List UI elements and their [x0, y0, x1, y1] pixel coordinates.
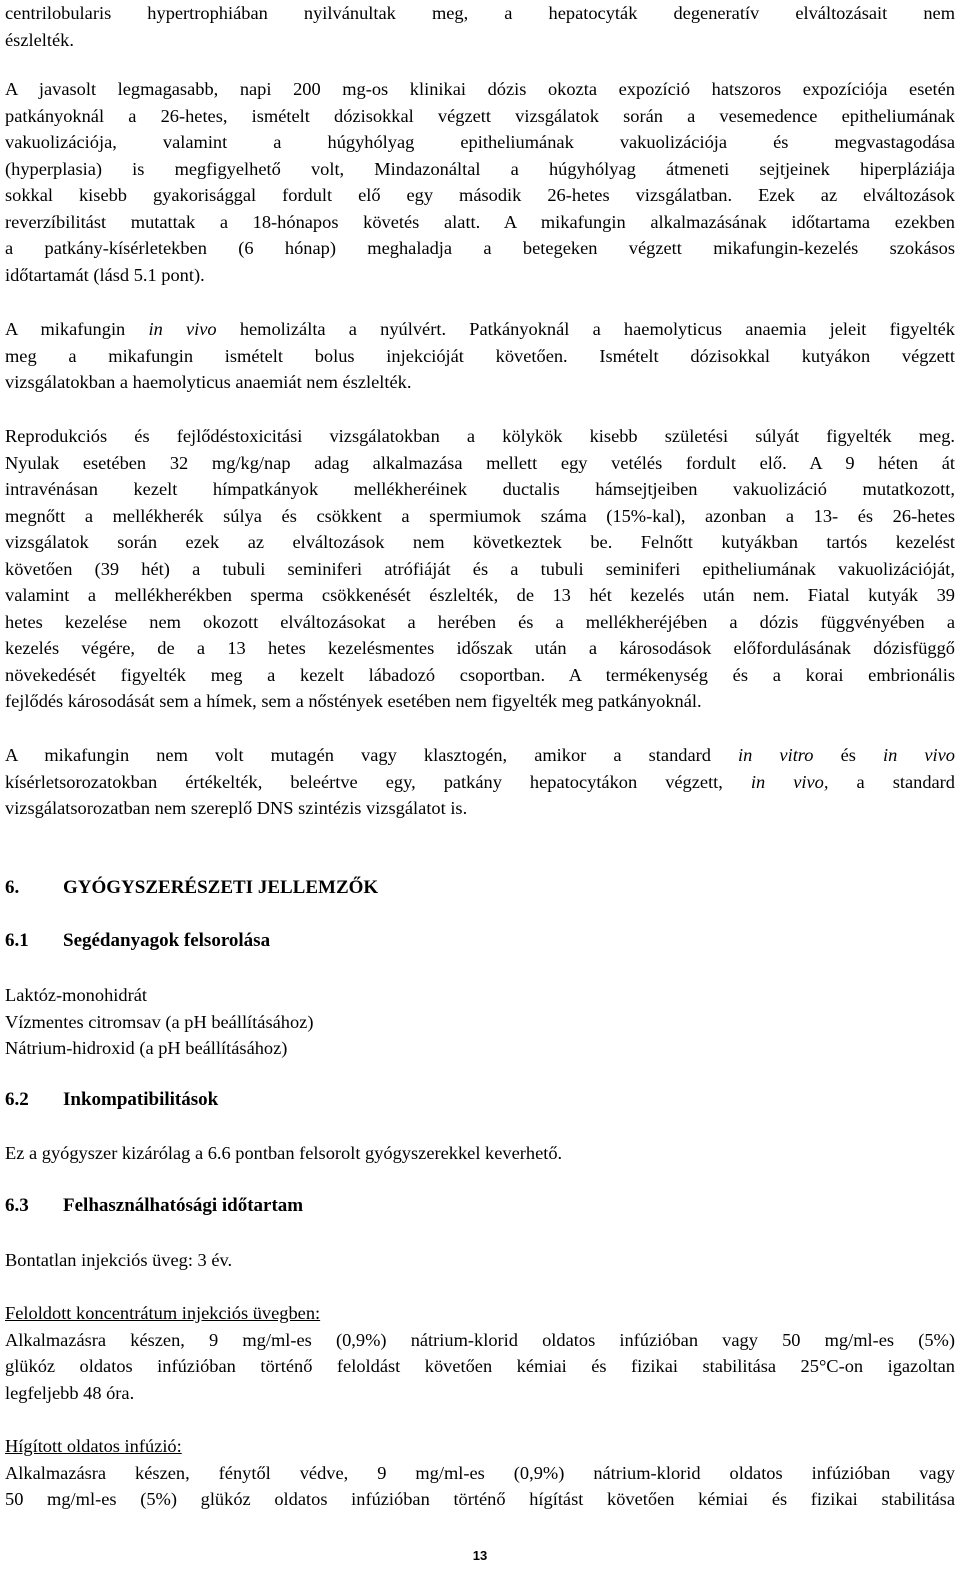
diluted-section: [5, 1433, 955, 1513]
list-item: Vízmentes citromsav (a pH beállításához): [5, 1011, 314, 1032]
section-heading-6: [5, 875, 378, 901]
text-line: glükóz oldatos infúzióban történő feloldást követően kémiai és fizikai stabilitása 25°C-on igazoltan: [5, 1356, 955, 1376]
text-line: A mikafungin in vivo hemolizálta a nyúlvért. Patkányoknál a haemolyticus anaemia jeleit figyelték: [5, 319, 955, 339]
text-line: kísérletsorozatokban értékelték, beleértve egy, patkány hepatocytákon végzett, in vivo, a standard: [5, 771, 955, 792]
text-line: Nyulak esetében 32 mg/kg/nap adag alkalmazása mellett egy vetélés fordult elő. A 9 héten át: [5, 452, 955, 473]
paragraph-mutagenicity: [5, 742, 955, 822]
text-line: Reprodukciós és fejlődéstoxicitási vizsgálatokban a kölykök kisebb születési súlyát figyelték meg.: [5, 426, 955, 446]
text-line: sokkal kisebb gyakorisággal fordult elő egy második 26-hetes vizsgálatban. Ezek az elváltozások: [5, 185, 955, 205]
section-title: Segédanyagok felsorolása: [63, 930, 271, 951]
text-line: a patkány-kísérletekben (6 hónap) meghaladja a betegeken végzett mikafungin-kezelés szokásos: [5, 238, 955, 258]
section-number: 6.3: [5, 1195, 29, 1216]
text-line: vizsgálatok során ezek az elváltozások nem következtek be. Felnőtt kutyákban tartós kezelést: [5, 532, 955, 552]
paragraph-bladder-findings: [5, 76, 955, 288]
text-line: időtartamát (lásd 5.1 pont).: [5, 264, 205, 285]
list-item: Nátrium-hidroxid (a pH beállításához): [5, 1038, 288, 1058]
text-line: Alkalmazásra készen, 9 mg/ml-es (0,9%) nátrium-klorid oldatos infúzióban vagy 50 mg/ml-es (5%): [5, 1329, 955, 1350]
section-heading-6-1: [5, 928, 270, 954]
text-line: vizsgálatsorozatban nem szereplő DNS szintézis vizsgálatot is.: [5, 798, 468, 818]
subheading: Feloldott koncentrátum injekciós üvegben:: [5, 1303, 321, 1323]
section-number: 6.: [5, 877, 20, 898]
subheading: Hígított oldatos infúzió:: [5, 1436, 182, 1456]
text-line: A javasolt legmagasabb, napi 200 mg-os klinikai dózis okozta expozíció hatszoros expozíciója esetén: [5, 79, 955, 99]
excipient-list: [5, 982, 313, 1062]
section-heading-6-3: [5, 1193, 303, 1219]
incompatibility-text: Ez a gyógyszer kizárólag a 6.6 pontban felsorolt gyógyszerekkel keverhető.: [5, 1143, 563, 1163]
text-line: reverzíbilitást mutattak a 18-hónapos követés alatt. A mikafungin alkalmazásának időtartama ezekben: [5, 211, 955, 232]
section-number: 6.2: [5, 1089, 29, 1110]
text-line: valamint a mellékherékben sperma csökkenését észlelték, de 13 hét kezelés után nem. Fiatal kutyák 39: [5, 585, 955, 605]
page-number: 13: [472, 1548, 488, 1563]
text-line: megnőtt a mellékherék súlya és csökkent a spermiumok száma (15%-kal), azonban a 13- és 26-hetes: [5, 505, 955, 526]
dissolved-section: [5, 1300, 955, 1406]
section-title: Inkompatibilitások: [63, 1089, 219, 1110]
paragraph-hemolysis: [5, 316, 955, 396]
text-line: 50 mg/ml-es (5%) glükóz oldatos infúzióban történő hígítást követően kémiai és fizikai stabilitása: [5, 1489, 955, 1509]
text-line: vakuolizációja, valamint a húgyhólyag epitheliumának vakuolizációja és megvastagodása: [5, 132, 955, 152]
text-line: centrilobularis hypertrophiában nyilvánultak meg, a hepatocyták degeneratív elváltozásait nem: [5, 3, 955, 23]
text-line: hetes kezelése nem okozott elváltozásokat a herében és a mellékheréjében a dózis függvényében a: [5, 611, 955, 632]
paragraph-hepatocyte: [5, 0, 955, 53]
text-line: (hyperplasia) is megfigyelhető volt, Mindazonáltal a húgyhólyag átmeneti sejtjeinek hiperpláziája: [5, 158, 955, 179]
text-line: A mikafungin nem volt mutagén vagy klasztogén, amikor a standard in vitro és in vivo: [5, 745, 955, 765]
list-item: Laktóz-monohidrát: [5, 985, 147, 1005]
text-line: meg a mikafungin ismételt bolus injekcióját követően. Ismételt dózisokkal kutyákon végzett: [5, 345, 955, 366]
text-line: patkányoknál a 26-hetes, ismételt dózisokkal végzett vizsgálatok során a vesemedence epitheliumának: [5, 105, 955, 126]
text-line: követően (39 hét) a tubuli seminiferi atrófiáját és a tubuli seminiferi epitheliumának vakuolizációját,: [5, 558, 955, 579]
text-line: növekedését figyelték meg a kezelt lábadozó csoportban. A termékenység és a korai embrionális: [5, 664, 955, 685]
text-line: legfeljebb 48 óra.: [5, 1382, 135, 1403]
text-line: vizsgálatokban a haemolyticus anaemiát nem észlelték.: [5, 372, 412, 392]
section-number: 6.1: [5, 930, 29, 951]
shelf-life-text: Bontatlan injekciós üveg: 3 év.: [5, 1250, 233, 1270]
paragraph-reproduction: [5, 423, 955, 715]
text-line: kezelés végére, de a 13 hetes kezelésmentes időszak után a károsodások előfordulásának dózisfüggő: [5, 638, 955, 658]
section-title: Felhasználhatósági időtartam: [63, 1195, 304, 1216]
section-title: GYÓGYSZERÉSZETI JELLEMZŐK: [63, 877, 379, 898]
text-line: észlelték.: [5, 29, 74, 50]
text-line: intravénásan kezelt hímpatkányok mellékheréinek ductalis hámsejtjeiben vakuolizáció mutatkozott,: [5, 479, 955, 499]
section-heading-6-2: [5, 1087, 218, 1113]
text-line: fejlődés károsodását sem a hímek, sem a nőstények esetében nem figyelték meg patkányoknál.: [5, 691, 702, 711]
text-line: Alkalmazásra készen, fénytől védve, 9 mg/ml-es (0,9%) nátrium-klorid oldatos infúzióban vagy: [5, 1462, 955, 1483]
